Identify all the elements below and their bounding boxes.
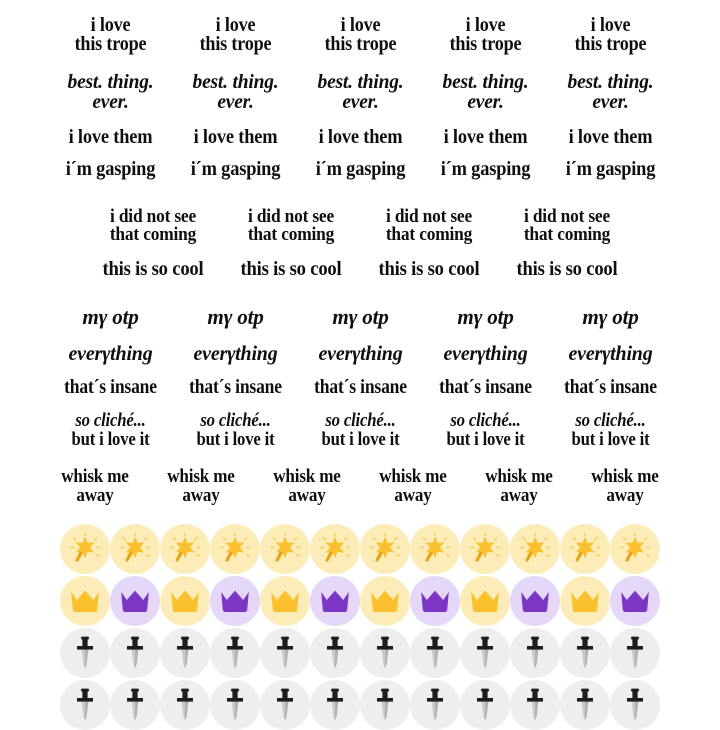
dagger-icon <box>610 680 660 730</box>
phrase-row-whisk-me-away <box>0 468 720 505</box>
dagger-icon <box>210 628 260 678</box>
phrase-whisk-me-away <box>577 468 672 505</box>
phrase-line-2: this trope <box>74 34 146 56</box>
phrase-this-is-so-cool <box>503 260 631 280</box>
phrase-whisk-me-away <box>365 468 460 505</box>
phrase-line-2: away <box>394 484 432 506</box>
phrase-line-2: but i love it <box>70 428 150 450</box>
phrase-best-thing-ever <box>551 72 670 112</box>
phrase-line-1: this is so cool <box>240 258 342 280</box>
phrase-this-is-so-cool <box>365 260 493 280</box>
phrase-so-cliche-but-i-love-it <box>305 412 415 449</box>
phrase-line-2: that coming <box>247 225 335 246</box>
phrase-line-1: i love them <box>318 126 402 148</box>
phrase-i-love-them <box>303 128 418 148</box>
phrase-line-1: mγ otp <box>331 304 389 329</box>
phrase-line-2: away <box>606 484 644 506</box>
dagger-icon <box>160 628 210 678</box>
phrase-im-gasping <box>178 160 293 180</box>
phrase-line-1: i´m gasping <box>440 158 530 180</box>
phrase-im-gasping <box>428 160 543 180</box>
phrase-everything <box>176 343 295 364</box>
dagger-icon <box>610 628 660 678</box>
phrase-line-1: whisk me <box>273 466 341 487</box>
phrase-row-so-cliche-but-i-love-it <box>0 412 720 449</box>
phrase-im-gasping <box>553 160 668 180</box>
phrase-line-2: that coming <box>109 225 197 246</box>
phrase-line-1: so cliché... <box>199 410 271 431</box>
phrase-thats-insane <box>304 378 417 397</box>
phrase-line-1: whisk me <box>591 466 659 487</box>
phrase-whisk-me-away <box>471 468 566 505</box>
dagger-icon <box>360 628 410 678</box>
phrase-line-1: so cliché... <box>574 410 646 431</box>
phrase-line-1: i love <box>90 15 130 36</box>
phrase-line-2: but i love it <box>320 428 400 450</box>
dagger-icon <box>310 680 360 730</box>
phrase-this-is-so-cool <box>89 260 217 280</box>
phrase-line-1: whisk me <box>485 466 553 487</box>
magic-wand-icon <box>560 524 610 574</box>
phrase-line-2: but i love it <box>195 428 275 450</box>
phrase-line-1: whisk me <box>167 466 235 487</box>
phrase-line-2: ever. <box>466 91 504 114</box>
crown-icon <box>360 576 410 626</box>
phrase-whisk-me-away <box>47 468 142 505</box>
magic-wand-icon <box>60 524 110 574</box>
phrase-line-1: mγ otp <box>456 304 514 329</box>
phrase-line-1: i did not see <box>110 207 196 227</box>
phrase-my-otp <box>175 306 295 328</box>
phrase-whisk-me-away <box>259 468 354 505</box>
phrase-thats-insane <box>429 378 542 397</box>
crown-icon <box>610 576 660 626</box>
phrase-line-1: best. thing. <box>67 71 153 93</box>
phrase-line-1: everγthing <box>568 341 652 365</box>
phrase-line-1: i love them <box>443 126 527 148</box>
phrase-my-otp <box>300 306 420 328</box>
phrase-line-2: this trope <box>574 34 646 56</box>
crown-icon <box>460 576 510 626</box>
phrase-line-1: i love <box>215 15 255 36</box>
phrase-so-cliche-but-i-love-it <box>430 412 540 449</box>
phrase-line-2: ever. <box>591 91 629 114</box>
phrase-line-2: this trope <box>199 34 271 56</box>
phrase-line-1: so cliché... <box>74 410 146 431</box>
phrase-line-1: mγ otp <box>206 304 264 329</box>
crown-icon <box>560 576 610 626</box>
phrase-i-love-them <box>428 128 543 148</box>
phrase-line-1: this is so cool <box>516 258 618 280</box>
phrase-my-otp <box>50 306 170 328</box>
dagger-icon <box>210 680 260 730</box>
phrase-i-love-this-trope <box>302 16 418 54</box>
phrase-line-1: that´s insane <box>563 377 657 398</box>
phrase-line-1: i love them <box>193 126 277 148</box>
dagger-icon <box>60 680 110 730</box>
phrase-row-i-love-them <box>0 128 720 148</box>
phrase-line-2: this trope <box>324 34 396 56</box>
phrase-row-best-thing-ever <box>0 72 720 112</box>
dagger-icon <box>260 628 310 678</box>
magic-wand-icon <box>510 524 560 574</box>
phrase-line-1: that´s insane <box>438 377 532 398</box>
phrase-i-love-this-trope <box>52 16 168 54</box>
phrase-everything <box>51 343 170 364</box>
phrase-line-2: but i love it <box>570 428 650 450</box>
magic-wand-icon <box>610 524 660 574</box>
phrase-i-love-them <box>553 128 668 148</box>
phrase-line-1: everγthing <box>193 341 277 365</box>
phrase-im-gasping <box>303 160 418 180</box>
phrase-line-1: i´m gasping <box>315 158 405 180</box>
phrase-best-thing-ever <box>301 72 420 112</box>
phrase-everything <box>551 343 670 364</box>
phrase-i-love-this-trope <box>177 16 293 54</box>
dagger-icon <box>410 628 460 678</box>
phrase-line-1: so cliché... <box>449 410 521 431</box>
dagger-icon <box>510 628 560 678</box>
phrase-line-2: away <box>288 484 326 506</box>
phrase-row-i-love-this-trope <box>0 16 720 54</box>
crown-icon <box>110 576 160 626</box>
phrase-line-1: mγ otp <box>581 304 639 329</box>
phrase-line-1: i love <box>465 15 505 36</box>
dagger-icon <box>110 680 160 730</box>
phrase-line-2: that coming <box>523 225 611 246</box>
sticker-row-dagger-2 <box>0 680 720 730</box>
phrase-line-1: this is so cool <box>378 258 480 280</box>
phrase-line-1: best. thing. <box>192 71 278 93</box>
magic-wand-icon <box>360 524 410 574</box>
phrase-line-1: best. thing. <box>442 71 528 93</box>
phrase-row-i-did-not-see-that-coming <box>0 208 720 244</box>
phrase-line-2: this trope <box>449 34 521 56</box>
dagger-icon <box>360 680 410 730</box>
phrase-line-1: i did not see <box>248 207 334 227</box>
dagger-icon <box>510 680 560 730</box>
phrase-line-2: but i love it <box>445 428 525 450</box>
crown-icon <box>510 576 560 626</box>
phrase-thats-insane <box>554 378 667 397</box>
phrase-line-1: everγthing <box>318 341 402 365</box>
phrase-line-1: whisk me <box>379 466 447 487</box>
phrase-whisk-me-away <box>153 468 248 505</box>
phrase-line-1: i love them <box>68 126 152 148</box>
crown-icon <box>60 576 110 626</box>
magic-wand-icon <box>210 524 260 574</box>
phrase-i-love-them <box>53 128 168 148</box>
phrase-my-otp <box>550 306 670 328</box>
phrase-i-did-not-see-that-coming <box>364 208 494 244</box>
phrase-thats-insane <box>179 378 292 397</box>
phrase-line-1: that´s insane <box>188 377 282 398</box>
magic-wand-icon <box>410 524 460 574</box>
phrase-i-did-not-see-that-coming <box>502 208 632 244</box>
phrase-row-my-otp <box>0 306 720 328</box>
magic-wand-icon <box>460 524 510 574</box>
sticker-row-dagger-1 <box>0 628 720 678</box>
phrase-row-im-gasping <box>0 160 720 180</box>
phrase-line-1: everγthing <box>68 341 152 365</box>
phrase-line-2: that coming <box>385 225 473 246</box>
crown-icon <box>310 576 360 626</box>
phrase-line-1: i did not see <box>524 207 610 227</box>
phrase-line-2: ever. <box>216 91 254 114</box>
phrase-so-cliche-but-i-love-it <box>555 412 665 449</box>
dagger-icon <box>160 680 210 730</box>
phrase-my-otp <box>425 306 545 328</box>
phrase-line-1: i did not see <box>386 207 472 227</box>
magic-wand-icon <box>160 524 210 574</box>
magic-wand-icon <box>310 524 360 574</box>
phrase-so-cliche-but-i-love-it <box>180 412 290 449</box>
phrase-line-1: that´s insane <box>63 377 157 398</box>
phrase-im-gasping <box>53 160 168 180</box>
phrase-line-1: mγ otp <box>81 304 139 329</box>
phrase-line-1: i´m gasping <box>190 158 280 180</box>
phrase-line-1: i´m gasping <box>65 158 155 180</box>
phrase-line-2: away <box>76 484 114 506</box>
phrase-best-thing-ever <box>176 72 295 112</box>
phrase-line-1: so cliché... <box>324 410 396 431</box>
phrase-line-2: away <box>500 484 538 506</box>
phrase-line-1: whisk me <box>61 466 129 487</box>
dagger-icon <box>410 680 460 730</box>
phrase-row-thats-insane <box>0 378 720 397</box>
phrase-line-1: i love <box>590 15 630 36</box>
dagger-icon <box>110 628 160 678</box>
phrase-line-1: everγthing <box>443 341 527 365</box>
crown-icon <box>210 576 260 626</box>
phrase-best-thing-ever <box>426 72 545 112</box>
phrase-everything <box>301 343 420 364</box>
phrase-line-1: that´s insane <box>313 377 407 398</box>
phrase-row-everything <box>0 343 720 364</box>
phrase-line-2: ever. <box>341 91 379 114</box>
phrase-line-1: i´m gasping <box>565 158 655 180</box>
phrase-line-1: best. thing. <box>567 71 653 93</box>
sticker-row-magic-wand <box>0 524 720 574</box>
phrase-i-did-not-see-that-coming <box>226 208 356 244</box>
dagger-icon <box>560 628 610 678</box>
dagger-icon <box>560 680 610 730</box>
phrase-i-did-not-see-that-coming <box>88 208 218 244</box>
phrase-i-love-them <box>178 128 293 148</box>
phrase-line-1: best. thing. <box>317 71 403 93</box>
dagger-icon <box>310 628 360 678</box>
crown-icon <box>160 576 210 626</box>
dagger-icon <box>460 628 510 678</box>
dagger-icon <box>260 680 310 730</box>
phrase-line-1: i love <box>340 15 380 36</box>
magic-wand-icon <box>260 524 310 574</box>
phrase-row-this-is-so-cool <box>0 260 720 280</box>
phrase-line-1: this is so cool <box>102 258 204 280</box>
phrase-line-2: away <box>182 484 220 506</box>
phrase-best-thing-ever <box>51 72 170 112</box>
crown-icon <box>260 576 310 626</box>
dagger-icon <box>60 628 110 678</box>
phrase-everything <box>426 343 545 364</box>
phrase-this-is-so-cool <box>227 260 355 280</box>
magic-wand-icon <box>110 524 160 574</box>
sticker-row-crown <box>0 576 720 626</box>
phrase-line-2: ever. <box>91 91 129 114</box>
dagger-icon <box>460 680 510 730</box>
crown-icon <box>410 576 460 626</box>
phrase-so-cliche-but-i-love-it <box>55 412 165 449</box>
phrase-i-love-this-trope <box>552 16 668 54</box>
phrase-i-love-this-trope <box>427 16 543 54</box>
phrase-line-1: i love them <box>568 126 652 148</box>
phrase-thats-insane <box>54 378 167 397</box>
